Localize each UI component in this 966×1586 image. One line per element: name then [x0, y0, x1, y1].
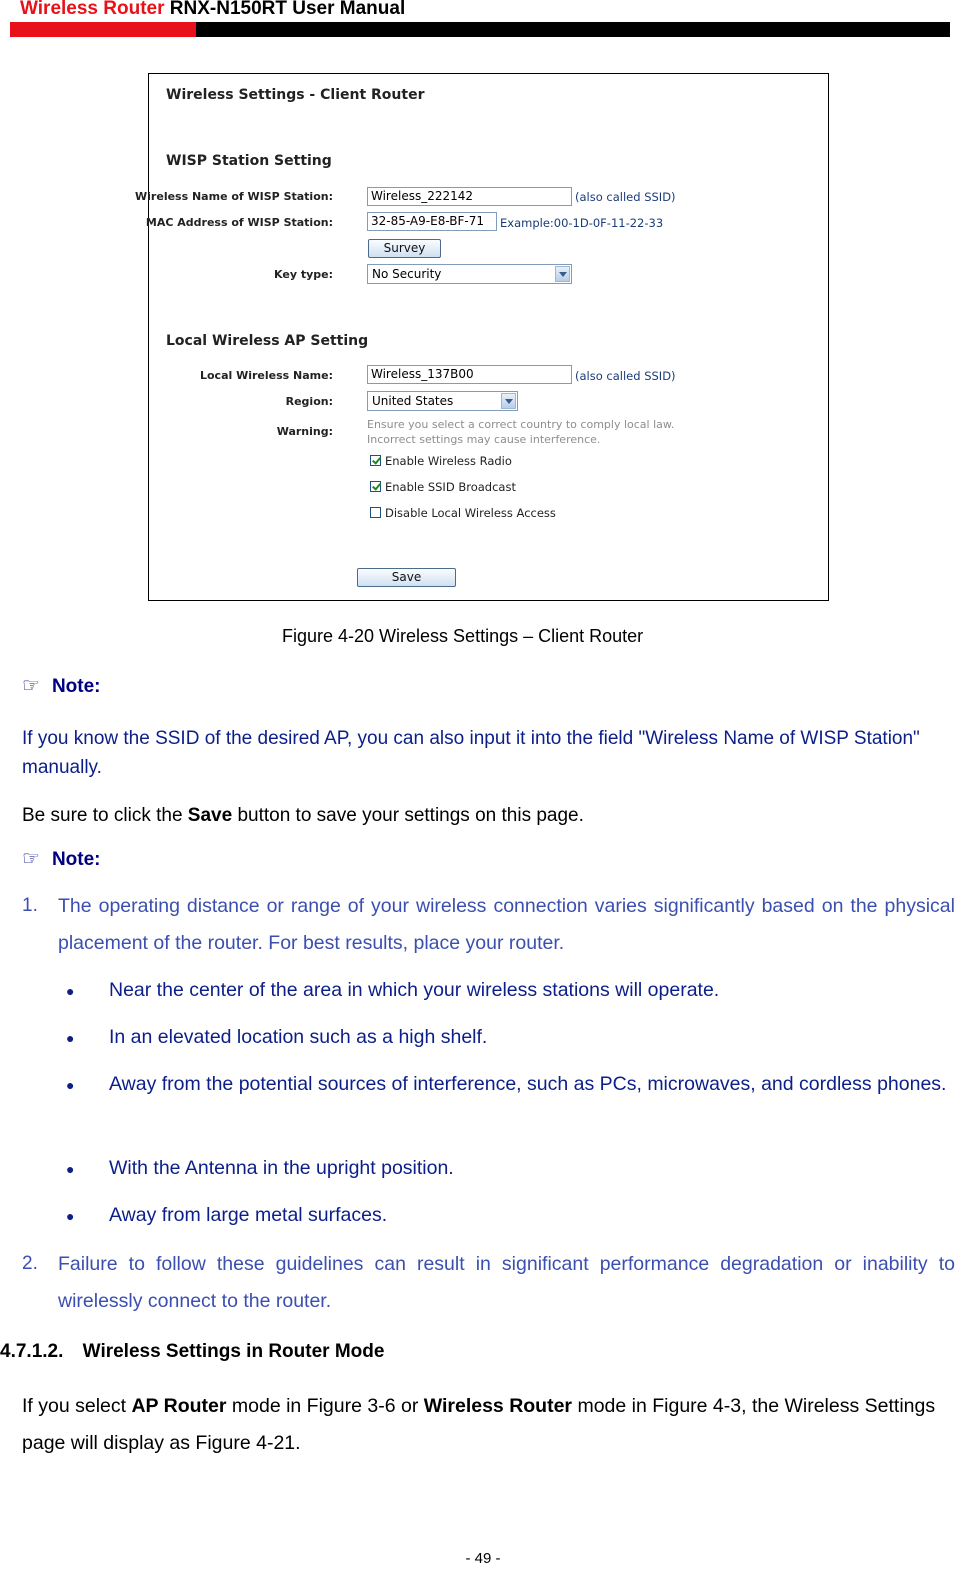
checkbox-unchecked-icon[interactable]	[370, 507, 381, 518]
save-para-after: button to save your settings on this page.	[232, 805, 584, 826]
checkbox-checked-icon[interactable]	[370, 455, 381, 466]
checkbox-label: Enable SSID Broadcast	[385, 480, 516, 494]
list-item-1: The operating distance or range of your wireless connection varies significantly based on the physical placement of the router. For best results, place your router.	[58, 895, 955, 954]
local-section-heading: Local Wireless AP Setting	[166, 333, 369, 349]
mac-hint: Example:00-1D-0F-11-22-33	[500, 216, 664, 230]
list-number-1: 1.	[22, 895, 38, 916]
figure-caption: Figure 4-20 Wireless Settings – Client Router	[282, 626, 644, 646]
checkbox-label: Disable Local Wireless Access	[385, 506, 556, 520]
final-text-1: If you select	[22, 1395, 132, 1417]
note-2-label: Note:	[51, 849, 101, 870]
pointing-hand-icon: ☞	[22, 675, 40, 697]
figure-screenshot	[135, 73, 829, 601]
save-para-bold: Save	[187, 805, 233, 826]
checkbox-enable-wireless-radio[interactable]	[370, 454, 512, 468]
local-name-hint: (also called SSID)	[575, 369, 676, 383]
warning-line-1: Ensure you select a correct country to comply local law.	[367, 418, 675, 431]
checkbox-enable-ssid-broadcast[interactable]	[370, 480, 516, 494]
warning-line-2: Incorrect settings may cause interference.	[367, 433, 601, 446]
note-1-heading	[22, 673, 101, 698]
mac-label: MAC Address of WISP Station:	[145, 216, 333, 229]
bullet-item: With the Antenna in the upright position.	[109, 1157, 454, 1179]
wisp-name-input[interactable]: Wireless_222142	[367, 187, 572, 206]
chevron-down-icon	[501, 393, 516, 409]
save-para-before: Be sure to click the	[22, 805, 188, 826]
checkbox-label: Enable Wireless Radio	[385, 454, 512, 468]
chevron-down-icon	[555, 266, 570, 282]
local-name-input[interactable]: Wireless_137B00	[367, 365, 572, 384]
wisp-name-hint: (also called SSID)	[575, 190, 676, 204]
local-name-label: Local Wireless Name:	[199, 369, 333, 382]
bullet-dot-icon: ●	[66, 1161, 75, 1177]
final-text-2: mode in Figure 3-6 or	[226, 1395, 424, 1417]
survey-button[interactable]: Survey	[368, 239, 441, 258]
final-bold-1: AP Router	[131, 1395, 227, 1417]
bullet-dot-icon: ●	[66, 1077, 75, 1093]
pointing-hand-icon: ☞	[22, 848, 40, 870]
list-item-2: Failure to follow these guidelines can result in significant performance degradation or inability to wirelessly connect to the router.	[58, 1253, 955, 1312]
header-rule-accent	[10, 22, 196, 37]
header-product: Wireless Router	[20, 0, 165, 19]
header-manual: RNX-N150RT User Manual	[169, 0, 406, 19]
list-number-2: 2.	[22, 1253, 38, 1274]
region-select[interactable]	[367, 391, 518, 411]
warning-label: Warning:	[276, 425, 333, 438]
mac-input[interactable]: 32-85-A9-E8-BF-71	[367, 212, 497, 231]
key-type-value: No Security	[372, 267, 442, 281]
bullet-item: Away from the potential sources of interference, such as PCs, microwaves, and cordless phones.	[109, 1073, 947, 1095]
note-1-text: If you know the SSID of the desired AP, you can also input it into the field "Wireless Name of WISP Station" manually.	[22, 728, 920, 778]
checkbox-disable-local-access[interactable]	[370, 506, 556, 520]
region-label: Region:	[285, 395, 333, 408]
bullet-dot-icon: ●	[66, 1208, 75, 1224]
running-header	[20, 0, 405, 20]
bullet-dot-icon: ●	[66, 983, 75, 999]
bullet-item: Near the center of the area in which your wireless stations will operate.	[109, 979, 720, 1001]
final-text-3: mode in Figure 4-3, the Wireless Settings page will display as Figure 4-21.	[22, 1395, 936, 1454]
bullet-item: Away from large metal surfaces.	[109, 1204, 388, 1226]
save-paragraph	[22, 801, 957, 830]
save-button[interactable]: Save	[357, 568, 456, 587]
section-number: 4.7.1.2.	[0, 1341, 64, 1362]
page-number: - 49 -	[465, 1550, 501, 1567]
note-1-label: Note:	[51, 676, 101, 697]
note-2-heading	[22, 846, 101, 871]
figure-title: Wireless Settings - Client Router	[166, 87, 425, 103]
section-title: Wireless Settings in Router Mode	[82, 1341, 385, 1362]
wisp-name-label: Wireless Name of WISP Station:	[135, 190, 333, 203]
key-type-select[interactable]	[367, 264, 572, 284]
key-type-label: Key type:	[274, 268, 333, 281]
wisp-section-heading: WISP Station Setting	[166, 153, 332, 169]
bullet-dot-icon: ●	[66, 1030, 75, 1046]
checkbox-checked-icon[interactable]	[370, 481, 381, 492]
warning-text	[367, 417, 674, 447]
router-mode-paragraph	[22, 1388, 957, 1462]
bullet-item: In an elevated location such as a high shelf.	[109, 1026, 488, 1048]
section-heading	[0, 1341, 384, 1363]
final-bold-2: Wireless Router	[423, 1395, 573, 1417]
region-value: United States	[372, 394, 454, 408]
